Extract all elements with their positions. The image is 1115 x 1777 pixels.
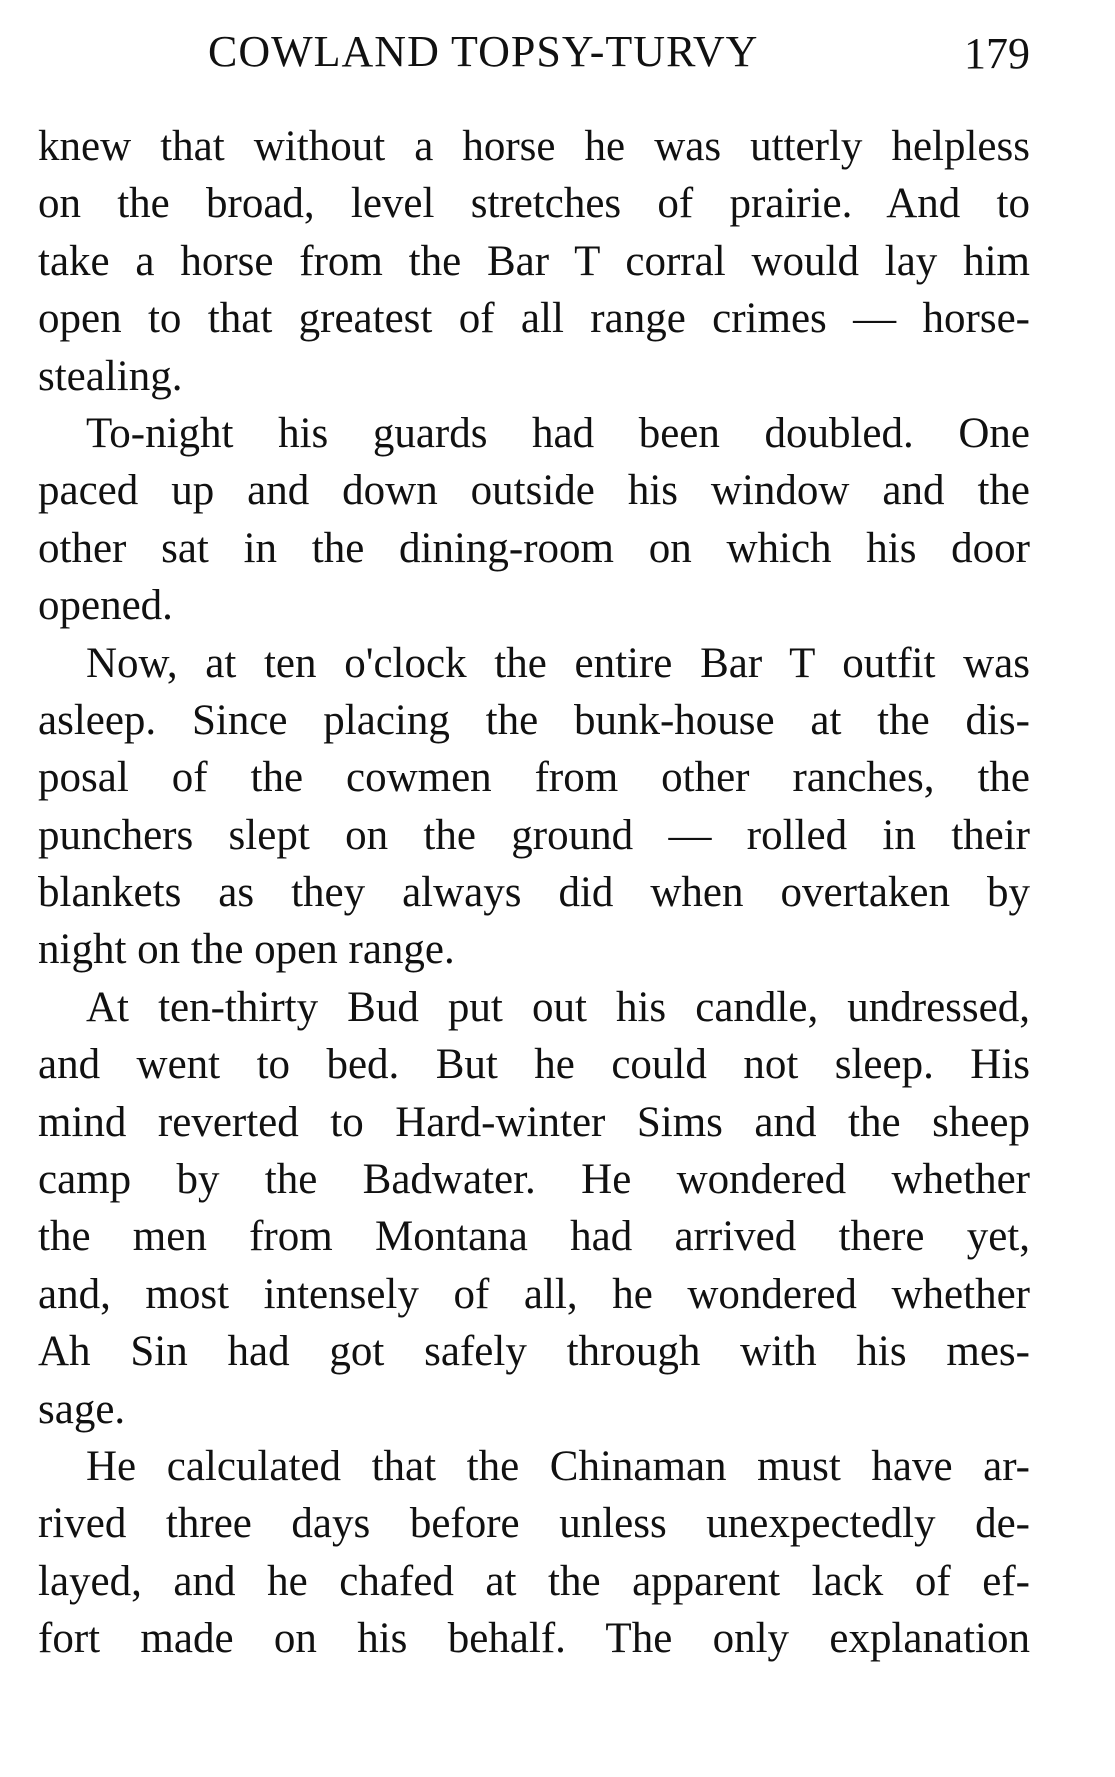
text-line: night on the open range. <box>38 926 455 974</box>
text-line: He calculated that the Chinaman must have ar- <box>86 1442 1030 1490</box>
text-line: sage. <box>38 1385 126 1433</box>
text-line: other sat in the dining-room on which his door <box>38 524 1030 572</box>
running-title: COWLAND TOPSY-TURVY <box>208 27 759 76</box>
text-line: layed, and he chafed at the apparent lack of ef- <box>38 1557 1030 1605</box>
text-line: paced up and down outside his window and the <box>38 467 1030 515</box>
paragraph-1 <box>38 118 1030 405</box>
text-line: fort made on his behalf. The only explanation <box>38 1615 1030 1663</box>
text-line: open to that greatest of all range crimes — horse- <box>38 295 1030 343</box>
paragraph-5 <box>38 1438 1030 1668</box>
text-line: on the broad, level stretches of prairie. And to <box>38 180 1030 228</box>
text-line: At ten-thirty Bud put out his candle, undressed, <box>86 983 1030 1031</box>
text-line: the men from Montana had arrived there yet, <box>38 1213 1030 1261</box>
paragraph-2 <box>38 405 1030 635</box>
text-line: rived three days before unless unexpectedly de- <box>38 1500 1030 1548</box>
page-number: 179 <box>964 29 1030 78</box>
text-line: To-night his guards had been doubled. One <box>86 409 1030 457</box>
text-line: blankets as they always did when overtaken by <box>38 869 1030 917</box>
text-line: take a horse from the Bar T corral would lay him <box>38 237 1030 285</box>
text-line: Ah Sin had got safely through with his mes- <box>38 1328 1030 1376</box>
text-line: posal of the cowmen from other ranches, the <box>38 754 1030 802</box>
text-line: asleep. Since placing the bunk-house at the dis- <box>38 696 1030 744</box>
text-line: Now, at ten o'clock the entire Bar T outfit was <box>86 639 1030 687</box>
text-line: punchers slept on the ground — rolled in their <box>38 811 1030 859</box>
text-line: stealing. <box>38 352 183 400</box>
text-line: and went to bed. But he could not sleep. His <box>38 1041 1030 1089</box>
text-line: mind reverted to Hard-winter Sims and the sheep <box>38 1098 1030 1146</box>
text-line: knew that without a horse he was utterly helpless <box>38 123 1030 170</box>
text-line: and, most intensely of all, he wondered whether <box>38 1270 1030 1318</box>
text-line: camp by the Badwater. He wondered whether <box>38 1156 1030 1204</box>
paragraph-4 <box>38 979 1030 1438</box>
running-head <box>38 22 1030 82</box>
paragraph-3 <box>38 635 1030 979</box>
body-text <box>38 118 1030 1668</box>
text-line: opened. <box>38 582 173 630</box>
